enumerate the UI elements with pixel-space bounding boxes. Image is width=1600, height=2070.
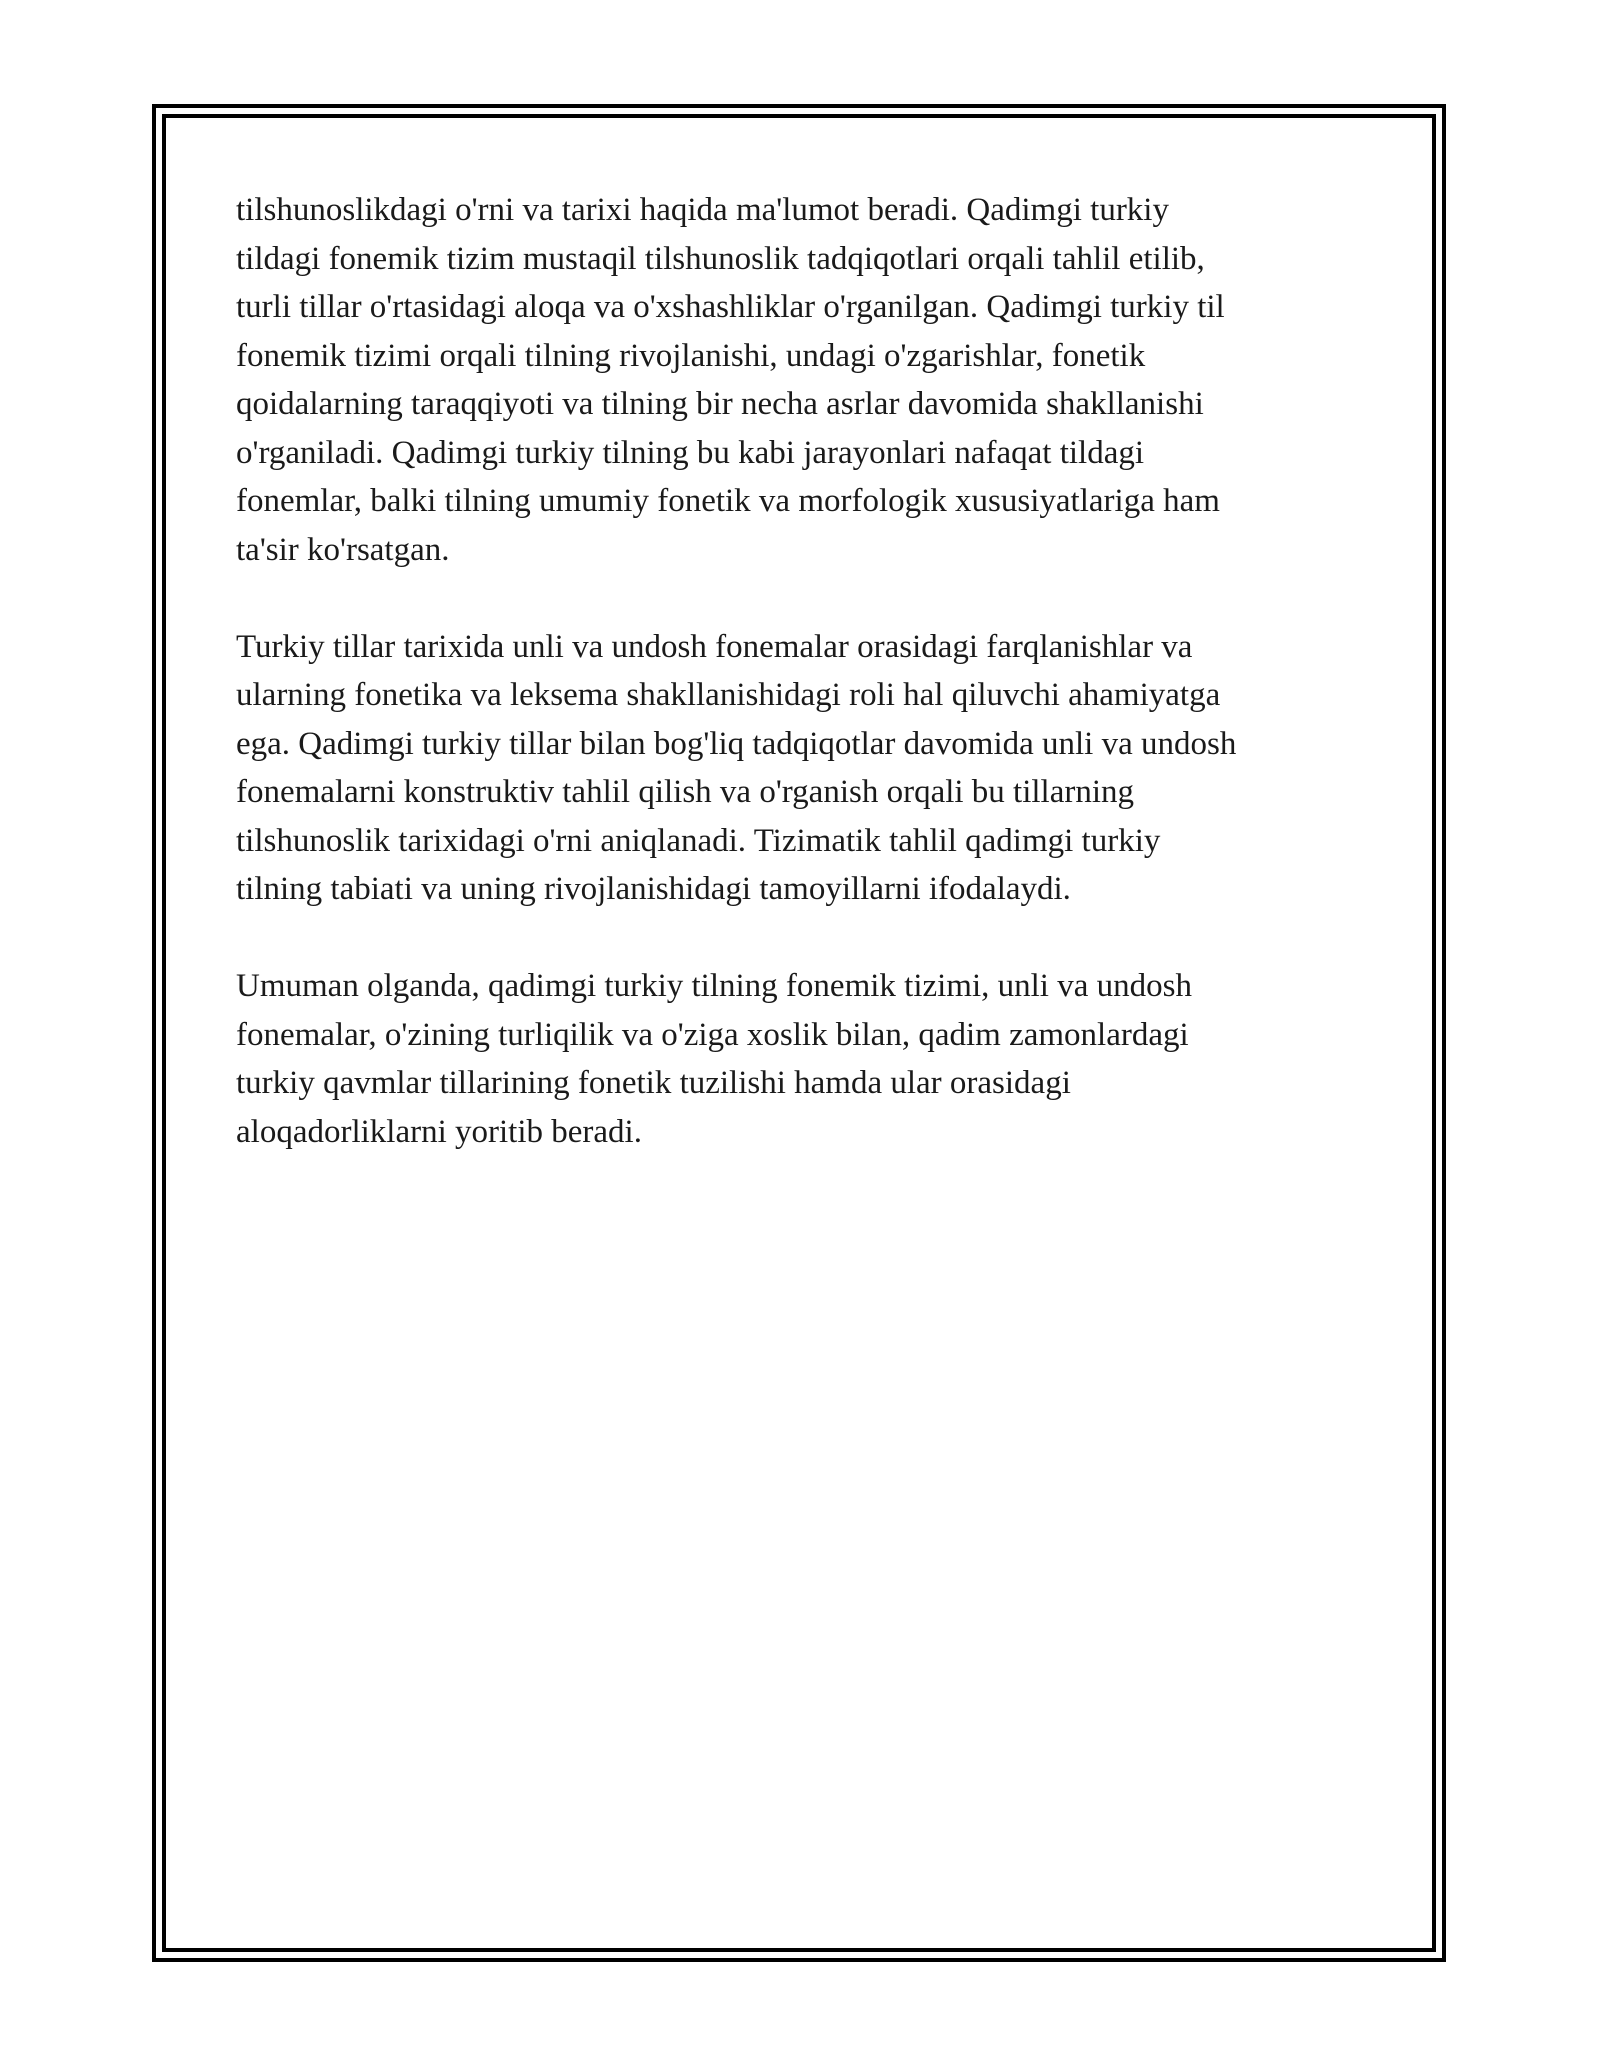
paragraph: Umuman olganda, qadimgi turkiy tilning fonemik tizimi, unli va undosh fonemalar, o'zining turliqilik va o'ziga xoslik bilan, qadim zamonlardagi turkiy qavmlar tillarining fonetik tuzilishi hamda ular orasidagi aloqadorliklarni yoritib beradi. — [236, 968, 1192, 1150]
document-body — [236, 186, 1356, 1205]
paragraph: tilshunoslikdagi o'rni va tarixi haqida ma'lumot beradi. Qadimgi turkiy tildagi fonemik tizim mustaqil tilshunoslik tadqiqotlari orqali tahlil etilib, turli tillar o'rtasidagi aloqa va o'xshashliklar o'rganilgan. Qadimgi turkiy til fonemik tizimi orqali tilning rivojlanishi, undagi o'zgarishlar, fonetik qoidalarning taraqqiyoti va tilning bir necha asrlar davomida shakllanishi o'rganiladi. Qadimgi turkiy tilning bu kabi jarayonlari nafaqat tildagi fonemlar, balki tilning umumiy fonetik va morfologik xususiyatlariga ham ta'sir ko'rsatgan. — [236, 192, 1225, 568]
paragraph: Turkiy tillar tarixida unli va undosh fonemalar orasidagi farqlanishlar va ularning fonetika va leksema shakllanishidagi roli hal qiluvchi ahamiyatga ega. Qadimgi turkiy tillar bilan bog'liq tadqiqotlar davomida unli va undosh fonemalarni konstruktiv tahlil qilish va o'rganish orqali bu tillarning tilshunoslik tarixidagi o'rni aniqlanadi. Tizimatik tahlil qadimgi turkiy tilning tabiati va uning rivojlanishidagi tamoyillarni ifodalaydi. — [236, 628, 1237, 907]
